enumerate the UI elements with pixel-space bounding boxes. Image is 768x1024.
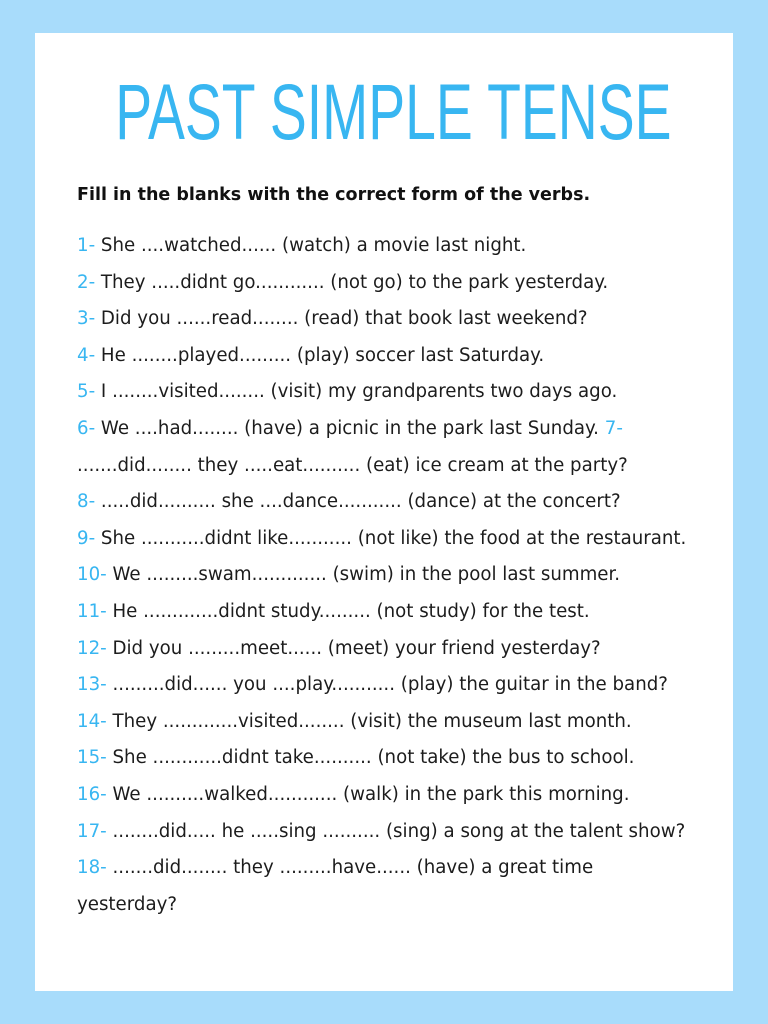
exercise-number: 8- bbox=[77, 491, 96, 513]
exercise-number: 4- bbox=[77, 344, 96, 366]
exercise-text: We .........swam............. (swim) in the pool last summer. bbox=[106, 564, 621, 586]
exercise-text: We ..........walked............ (walk) in the park this morning. bbox=[106, 783, 630, 805]
exercise-item bbox=[77, 711, 632, 732]
exercise-number: 2- bbox=[77, 271, 96, 293]
worksheet-title: PAST SIMPLE TENSE bbox=[115, 67, 672, 156]
exercise-text: ........did..... he .....sing .......... (sing) a song at the talent show? bbox=[106, 820, 686, 842]
exercise-number: 18- bbox=[77, 857, 107, 879]
exercise-number: 1- bbox=[77, 235, 96, 256]
exercise-number: 3- bbox=[77, 308, 96, 330]
exercise-number: 10- bbox=[77, 564, 107, 586]
exercise-text: She ...........didnt like........... (not like) the food at the restaurant. bbox=[95, 527, 687, 549]
exercise-text: He .............didnt study......... (not study) for the test. bbox=[106, 600, 590, 622]
exercise-number: 11- bbox=[77, 600, 107, 622]
exercise-item bbox=[77, 564, 620, 585]
exercise-item bbox=[77, 857, 593, 915]
exercise-item bbox=[77, 381, 617, 402]
exercise-text: They .....didnt go............ (not go) to the park yesterday. bbox=[95, 271, 609, 293]
exercise-item bbox=[77, 235, 526, 256]
exercise-item bbox=[77, 491, 621, 512]
exercise-text: I ........visited........ (visit) my grandparents two days ago. bbox=[95, 381, 618, 403]
exercise-text: Did you .........meet...... (meet) your friend yesterday? bbox=[106, 637, 601, 659]
exercise-number: 7- bbox=[604, 417, 623, 439]
exercise-text: She ............didnt take.......... (not take) the bus to school. bbox=[106, 747, 635, 769]
exercise-item bbox=[77, 601, 590, 622]
exercise-text: They .............visited........ (visit) the museum last month. bbox=[106, 710, 632, 732]
exercise-number: 16- bbox=[77, 783, 107, 805]
exercise-item bbox=[77, 418, 605, 439]
exercise-item bbox=[77, 272, 608, 293]
exercise-item bbox=[77, 345, 544, 366]
exercise-item bbox=[77, 308, 588, 329]
exercise-number: 14- bbox=[77, 710, 107, 732]
exercise-text: We ....had........ (have) a picnic in the park last Sunday. bbox=[95, 417, 605, 439]
exercise-item bbox=[77, 784, 630, 805]
exercise-number: 9- bbox=[77, 527, 96, 549]
exercise-text: .......did........ they .....eat.......... (eat) ice cream at the party? bbox=[77, 454, 628, 476]
exercise-text: Did you ......read........ (read) that book last weekend? bbox=[95, 308, 588, 330]
exercise-number: 5- bbox=[77, 381, 96, 403]
exercise-item bbox=[77, 638, 601, 659]
exercise-item bbox=[77, 528, 686, 549]
exercise-list bbox=[77, 228, 692, 923]
exercise-number: 12- bbox=[77, 637, 107, 659]
exercise-text: .....did.......... she ....dance........... (dance) at the concert? bbox=[95, 491, 621, 513]
worksheet-instructions: Fill in the blanks with the correct form of the verbs. bbox=[77, 185, 591, 205]
exercise-item bbox=[77, 821, 685, 842]
exercise-number: 13- bbox=[77, 674, 107, 696]
exercise-number: 17- bbox=[77, 820, 107, 842]
exercise-text: .......did........ they .........have...... (have) a great time yesterday? bbox=[77, 857, 594, 915]
exercise-text: .........did...... you ....play........... (play) the guitar in the band? bbox=[106, 674, 668, 696]
exercise-item bbox=[77, 674, 668, 695]
exercise-number: 15- bbox=[77, 747, 107, 769]
exercise-item bbox=[77, 747, 634, 768]
exercise-text: She ....watched...... (watch) a movie last night. bbox=[95, 235, 527, 256]
exercise-number: 6- bbox=[77, 417, 96, 439]
exercise-text: He ........played......... (play) soccer last Saturday. bbox=[95, 344, 545, 366]
